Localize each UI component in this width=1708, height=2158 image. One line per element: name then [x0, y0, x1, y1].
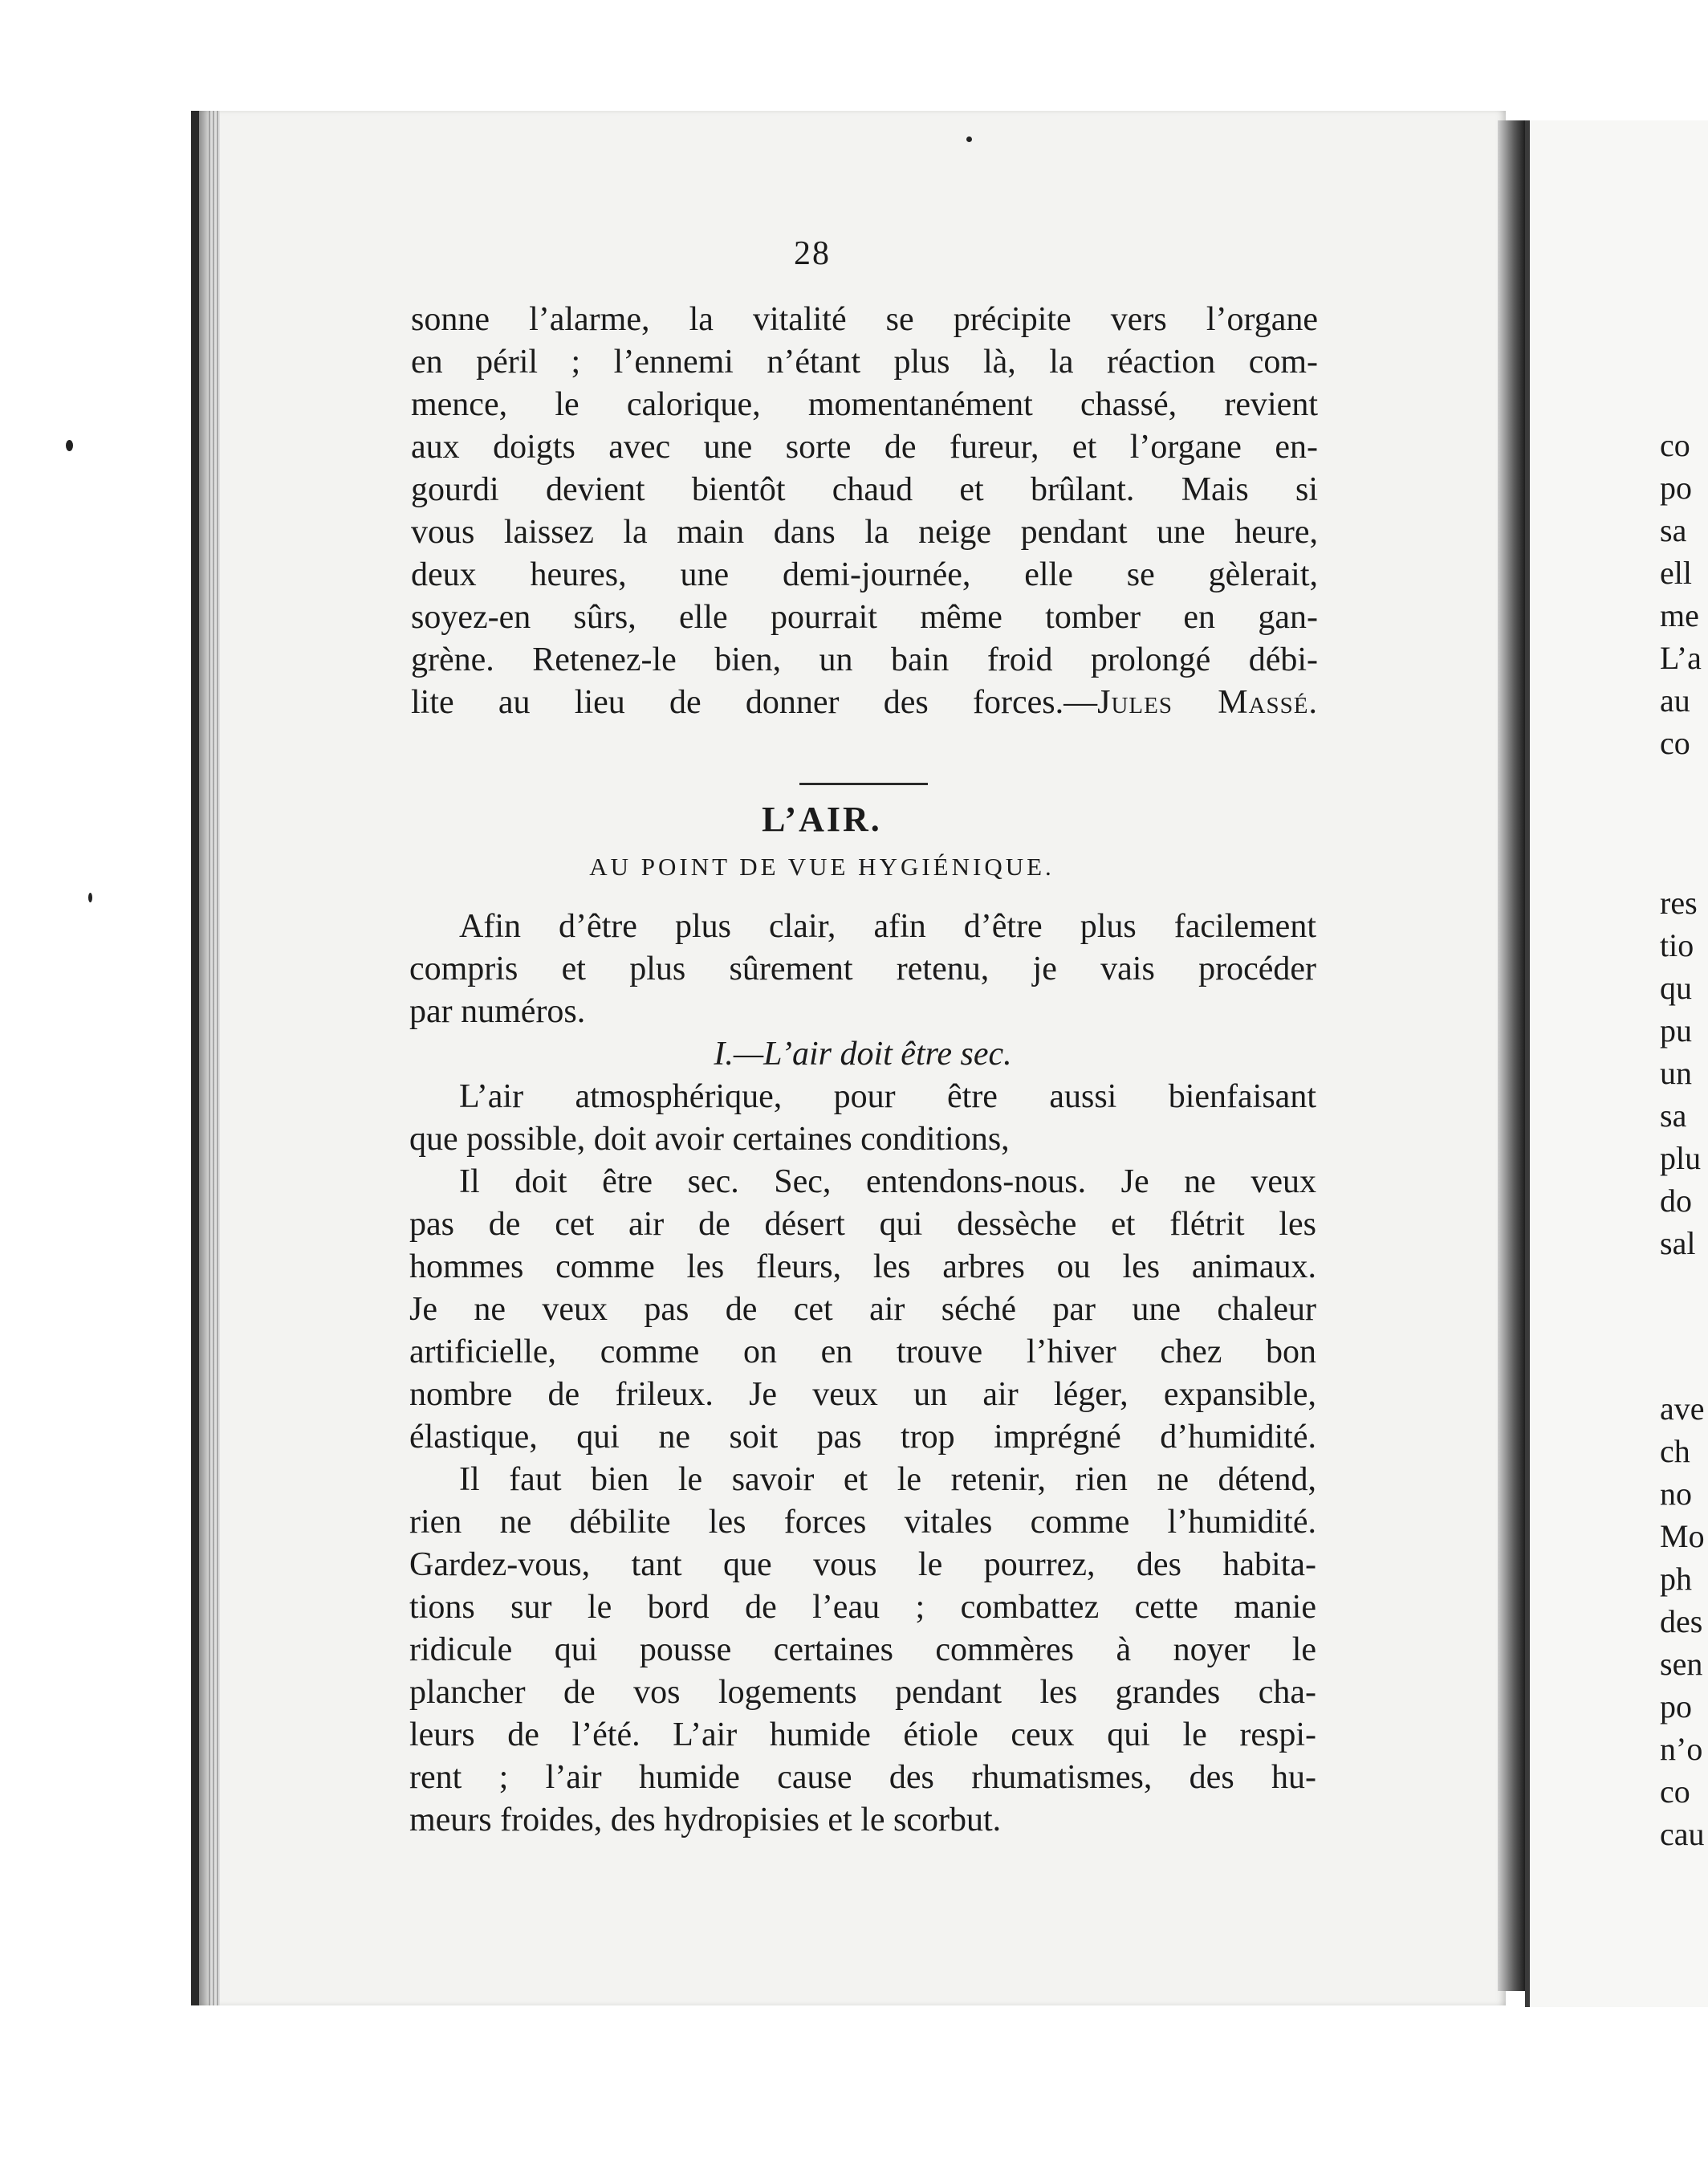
speck	[88, 893, 92, 902]
text-line: deux heures, une demi-journée, elle se gèlerait,	[411, 556, 1318, 593]
text-line: Il faut bien le savoir et le retenir, rien ne détend,	[459, 1461, 1316, 1498]
subsection-title: I.—L’air doit être sec.	[714, 1036, 1012, 1073]
right-page-fragment: ph	[1660, 1561, 1692, 1597]
right-page-fragment: sen	[1660, 1646, 1703, 1682]
text-line-with-author	[411, 682, 1318, 724]
book-gutter	[1498, 120, 1525, 1991]
right-page-fragment: sa	[1660, 512, 1687, 548]
text-line: compris et plus sûrement retenu, je vais procéder	[409, 951, 1316, 987]
text-line: nombre de frileux. Je veux un air léger, expansible,	[409, 1376, 1316, 1413]
text-line: meurs froides, des hydropisies et le scorbut.	[409, 1802, 1002, 1838]
right-page-fragment: Mo	[1660, 1518, 1705, 1554]
text-line: soyez-en sûrs, elle pourrait même tomber en gan-	[411, 599, 1318, 636]
page-number: 28	[794, 235, 831, 272]
right-page-fragment: do	[1660, 1183, 1692, 1219]
right-page-fragment: ell	[1660, 555, 1692, 591]
text-line: par numéros.	[409, 993, 586, 1030]
speck	[966, 136, 972, 142]
opening-paragraph	[411, 299, 1318, 724]
right-page-fragment: res	[1660, 885, 1698, 921]
right-page-fragment: pu	[1660, 1012, 1692, 1048]
text-line: Il doit être sec. Sec, entendons-nous. Je ne veux	[459, 1163, 1316, 1200]
text-line: artificielle, comme on en trouve l’hiver chez bon	[409, 1333, 1316, 1370]
text-line: Afin d’être plus clair, afin d’être plus facilement	[459, 908, 1316, 945]
text-line: que possible, doit avoir certaines conditions,	[409, 1121, 1010, 1158]
right-page-fragment: plu	[1660, 1140, 1702, 1176]
text-line: en péril ; l’ennemi n’étant plus là, la réaction com-	[411, 344, 1318, 381]
section-rule	[799, 783, 928, 785]
text-line: rien ne débilite les forces vitales comme l’humidité.	[409, 1504, 1316, 1541]
text-line: mence, le calorique, momentanément chassé, revient	[411, 386, 1318, 423]
right-page-fragment: un	[1660, 1055, 1692, 1091]
text-line: ridicule qui pousse certaines commères à noyer le	[409, 1631, 1316, 1668]
right-page-fragment: po	[1660, 1688, 1692, 1724]
section-subheading: AU POINT DE VUE HYGIÉNIQUE.	[589, 853, 1055, 881]
author-signature: Jules Massé.	[1097, 684, 1318, 721]
text-line: leurs de l’été. L’air humide étiole ceux qui le respi-	[409, 1716, 1316, 1753]
text-line: vous laissez la main dans la neige pendant une heure,	[411, 514, 1318, 551]
text-line: Je ne veux pas de cet air séché par une chaleur	[409, 1291, 1316, 1328]
text-line: sonne l’alarme, la vitalité se précipite vers l’organe	[411, 301, 1318, 338]
right-page-fragment: co	[1660, 1773, 1690, 1810]
right-page-fragment: ch	[1660, 1433, 1690, 1469]
text-line: gourdi devient bientôt chaud et brûlant. Mais si	[411, 471, 1318, 508]
text-line: rent ; l’air humide cause des rhumatismes, des hu-	[409, 1759, 1316, 1796]
text-line: hommes comme les fleurs, les arbres ou les animaux.	[409, 1248, 1316, 1285]
right-page-fragment: no	[1660, 1476, 1692, 1512]
text-line: pas de cet air de désert qui dessèche et flétrit les	[409, 1206, 1316, 1243]
right-page-fragment: au	[1660, 682, 1690, 719]
right-page-fragment: co	[1660, 427, 1690, 463]
section-heading: L’AIR.	[762, 800, 882, 839]
right-page-fragment: po	[1660, 470, 1692, 506]
text-line: élastique, qui ne soit pas trop imprégné d’humidité.	[409, 1419, 1316, 1456]
text-line: Gardez-vous, tant que vous le pourrez, des habita-	[409, 1546, 1316, 1583]
text-line: lite au lieu de donner des forces.—	[411, 684, 1098, 721]
right-page-fragment: me	[1660, 597, 1699, 633]
right-page-fragment: co	[1660, 725, 1690, 761]
text-line: grène. Retenez-le bien, un bain froid prolongé débi-	[411, 641, 1318, 678]
text-line: plancher de vos logements pendant les grandes cha-	[409, 1674, 1316, 1711]
right-page-fragment: ave	[1660, 1390, 1705, 1427]
right-page-fragment: sal	[1660, 1225, 1696, 1261]
text-line: L’air atmosphérique, pour être aussi bienfaisant	[459, 1078, 1316, 1115]
right-page-fragment: L’a	[1660, 640, 1702, 676]
right-page-fragment: des	[1660, 1603, 1703, 1639]
right-page-fragment: cau	[1660, 1816, 1705, 1852]
right-page-fragment: n’o	[1660, 1731, 1703, 1767]
right-page-fragment: tio	[1660, 927, 1694, 963]
speck	[66, 440, 73, 451]
body-text	[409, 906, 1316, 1842]
text-line: tions sur le bord de l’eau ; combattez cette manie	[409, 1589, 1316, 1626]
text-line: aux doigts avec une sorte de fureur, et l’organe en-	[411, 429, 1318, 466]
right-page-fragment: qu	[1660, 970, 1692, 1006]
right-page-fragment: sa	[1660, 1097, 1687, 1134]
